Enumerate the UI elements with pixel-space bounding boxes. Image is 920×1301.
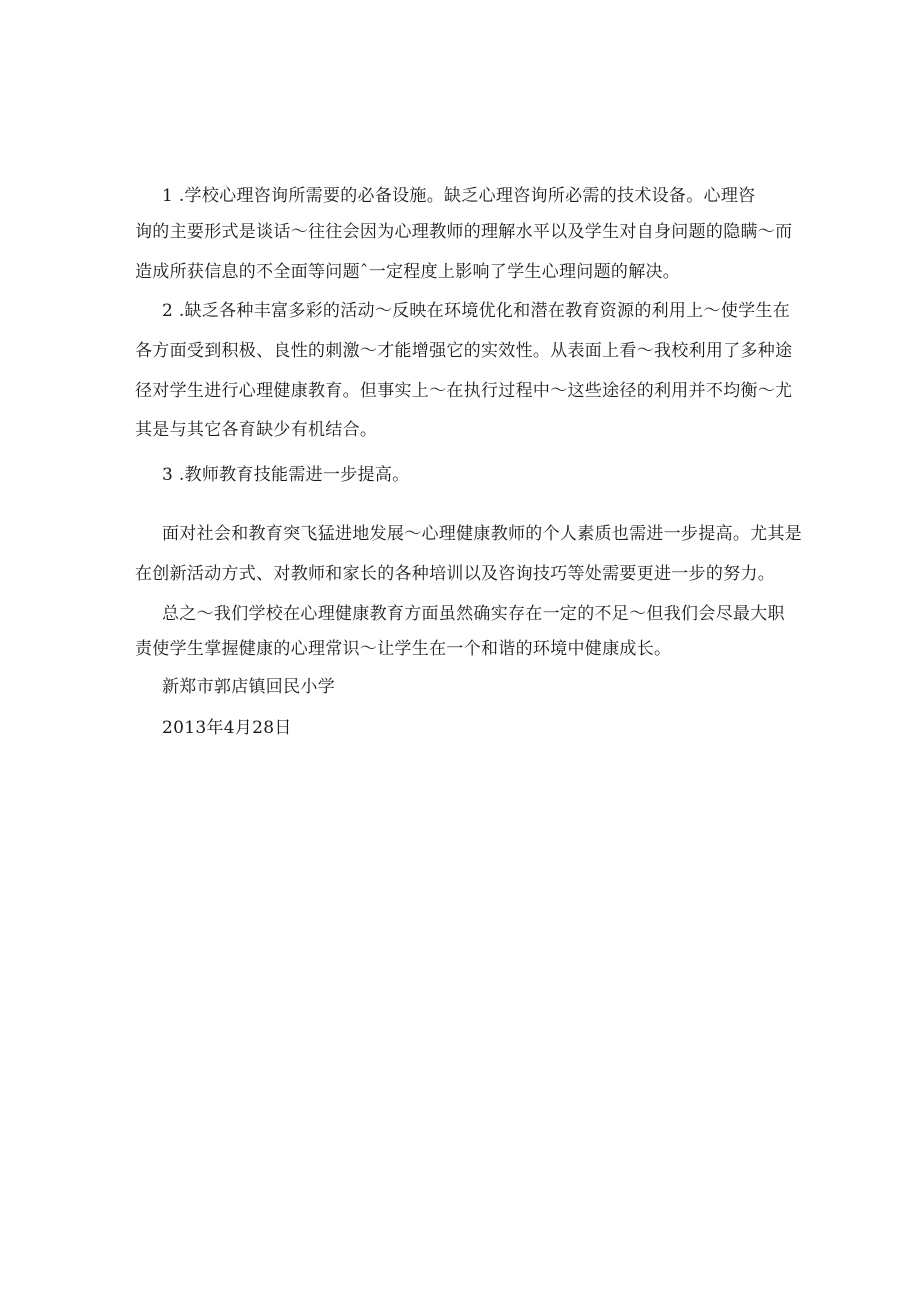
- paragraph-2-line-4: 其是与其它各育缺少有机结合。: [135, 420, 378, 440]
- paragraph-4-line-2: 在创新活动方式、对教师和家长的各种培训以及咨询技巧等处需要更进一步的努力。: [135, 564, 776, 584]
- paragraph-1-line-2: 询的主要形式是谈话～往往会因为心理教师的理解水平以及学生对自身问题的隐瞒～而: [135, 222, 793, 242]
- signature-school: 新郑市郭店镇回民小学: [162, 677, 335, 697]
- paragraph-4-line-1: 面对社会和教育突飞猛进地发展～心理健康教师的个人素质也需进一步提高。尤其是: [162, 524, 803, 544]
- paragraph-1-line-3: 造成所获信息的不全面等问题ˆ一定程度上影响了学生心理问题的解决。: [135, 262, 681, 282]
- paragraph-3-line-1: 3 .教师教育技能需进一步提高。: [162, 465, 410, 485]
- paragraph-1-line-1: 1 .学校心理咨询所需要的必备设施。缺乏心理咨询所必需的技术设备。心理咨: [162, 186, 756, 206]
- paragraph-2-line-1: 2 .缺乏各种丰富多彩的活动～反映在环境优化和潜在教育资源的利用上～使学生在: [162, 301, 791, 321]
- paragraph-2-line-3: 径对学生进行心理健康教育。但事实上～在执行过程中～这些途径的利用并不均衡～尤: [135, 381, 793, 401]
- paragraph-2-line-2: 各方面受到积极、良性的刺激～才能增强它的实效性。从表面上看～我校利用了多种途: [135, 341, 793, 361]
- paragraph-5-line-2: 责使学生掌握健康的心理常识～让学生在一个和谐的环境中健康成长。: [135, 639, 672, 659]
- paragraph-5-line-1: 总之～我们学校在心理健康教育方面虽然确实存在一定的不足～但我们会尽最大职: [162, 604, 785, 624]
- signature-date: 2013年4月28日: [162, 718, 292, 738]
